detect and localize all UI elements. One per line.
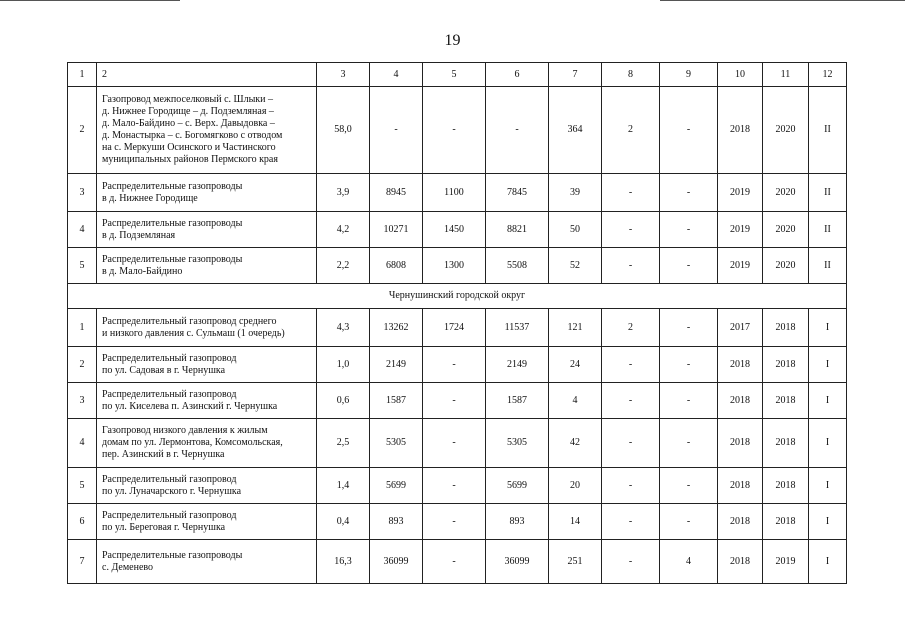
table-cell: - bbox=[602, 212, 660, 248]
table-cell: 2019 bbox=[718, 212, 763, 248]
table-cell: 2020 bbox=[763, 248, 809, 284]
table-cell: I bbox=[809, 419, 847, 468]
top-edge-line-left bbox=[0, 0, 180, 1]
table-cell: 58,0 bbox=[317, 87, 370, 174]
table-cell: 14 bbox=[549, 504, 602, 540]
table-cell: 2 bbox=[68, 87, 97, 174]
table-row bbox=[68, 174, 847, 212]
table-cell: 2018 bbox=[763, 468, 809, 504]
table-cell: 2018 bbox=[763, 504, 809, 540]
table-cell: 2020 bbox=[763, 87, 809, 174]
table-cell: 13262 bbox=[370, 309, 423, 347]
table-cell: 2018 bbox=[718, 347, 763, 383]
table-cell: 4 bbox=[68, 212, 97, 248]
object-name-cell: Газопровод межпоселковый с. Шлыки – д. Нижнее Городище – д. Подземляная – д. Мало-Байдино – с. Верх. Давыдовка – д. Монастырка – с. Богомягково с отводом на с. Меркуши Осинского и Частинского муниципальных районов Пермского края bbox=[97, 87, 317, 174]
header-row bbox=[68, 63, 847, 87]
table-cell: 1100 bbox=[423, 174, 486, 212]
table-cell: 2018 bbox=[718, 87, 763, 174]
table-cell: - bbox=[602, 383, 660, 419]
table-cell: - bbox=[660, 309, 718, 347]
object-name-cell: Распределительные газопроводы с. Деменево bbox=[97, 540, 317, 584]
object-name-cell: Распределительные газопроводы в д. Мало-Байдино bbox=[97, 248, 317, 284]
table-cell: - bbox=[370, 87, 423, 174]
table-cell: - bbox=[660, 212, 718, 248]
table-cell: 8821 bbox=[486, 212, 549, 248]
table-cell: - bbox=[423, 419, 486, 468]
object-name-cell: 2 bbox=[97, 63, 317, 87]
table-cell: 36099 bbox=[486, 540, 549, 584]
table-cell: 4 bbox=[370, 63, 423, 87]
table-cell: - bbox=[660, 174, 718, 212]
table-cell: 2 bbox=[602, 309, 660, 347]
table-cell: 2017 bbox=[718, 309, 763, 347]
table-cell: 2020 bbox=[763, 174, 809, 212]
table-cell: 36099 bbox=[370, 540, 423, 584]
object-name-cell: Распределительные газопроводы в д. Нижнее Городище bbox=[97, 174, 317, 212]
table-cell: 5 bbox=[68, 468, 97, 504]
table-cell: - bbox=[660, 419, 718, 468]
table-cell: 5508 bbox=[486, 248, 549, 284]
table-cell: 6 bbox=[68, 504, 97, 540]
table-cell: 2018 bbox=[718, 468, 763, 504]
table-cell: 0,4 bbox=[317, 504, 370, 540]
table-cell: 1450 bbox=[423, 212, 486, 248]
table-cell: 2018 bbox=[763, 347, 809, 383]
table-cell: 8 bbox=[602, 63, 660, 87]
table-cell: 2 bbox=[68, 347, 97, 383]
table-cell: 24 bbox=[549, 347, 602, 383]
top-edge-line-right bbox=[660, 0, 905, 1]
table-row bbox=[68, 212, 847, 248]
table-cell: - bbox=[423, 540, 486, 584]
table-cell: 2018 bbox=[718, 504, 763, 540]
table-cell: - bbox=[423, 347, 486, 383]
table-cell: - bbox=[660, 347, 718, 383]
table-row bbox=[68, 347, 847, 383]
table-cell: 4,2 bbox=[317, 212, 370, 248]
page-number: 19 bbox=[444, 32, 461, 49]
table-cell: - bbox=[602, 174, 660, 212]
object-name-cell: Распределительный газопровод по ул. Киселева п. Азинский г. Чернушка bbox=[97, 383, 317, 419]
table-cell: 39 bbox=[549, 174, 602, 212]
table-cell: 121 bbox=[549, 309, 602, 347]
table-cell: 10 bbox=[718, 63, 763, 87]
object-name-cell: Газопровод низкого давления к жилым домам по ул. Лермонтова, Комсомольская, пер. Азинский в г. Чернушка bbox=[97, 419, 317, 468]
table-cell: 1300 bbox=[423, 248, 486, 284]
object-name-cell: Распределительный газопровод по ул. Садовая в г. Чернушка bbox=[97, 347, 317, 383]
table-cell: - bbox=[602, 248, 660, 284]
table-cell: 893 bbox=[370, 504, 423, 540]
table-cell: - bbox=[660, 468, 718, 504]
table-cell: 12 bbox=[809, 63, 847, 87]
table-cell: 1587 bbox=[370, 383, 423, 419]
table-row bbox=[68, 504, 847, 540]
table-cell: 5699 bbox=[486, 468, 549, 504]
table-cell: 2019 bbox=[763, 540, 809, 584]
table-cell: 3 bbox=[68, 383, 97, 419]
table-cell: 4 bbox=[68, 419, 97, 468]
table-cell: I bbox=[809, 540, 847, 584]
object-name-cell: Распределительный газопровод по ул. Береговая г. Чернушка bbox=[97, 504, 317, 540]
table-cell: 8945 bbox=[370, 174, 423, 212]
object-name-cell: Распределительные газопроводы в д. Подземляная bbox=[97, 212, 317, 248]
table-body bbox=[68, 63, 847, 584]
table-row bbox=[68, 540, 847, 584]
table-cell: 4 bbox=[660, 540, 718, 584]
table-cell: 1587 bbox=[486, 383, 549, 419]
table-cell: I bbox=[809, 347, 847, 383]
table-cell: II bbox=[809, 174, 847, 212]
table-cell: 7 bbox=[68, 540, 97, 584]
table-cell: 42 bbox=[549, 419, 602, 468]
table-cell: I bbox=[809, 309, 847, 347]
table-cell: 251 bbox=[549, 540, 602, 584]
table-cell: I bbox=[809, 383, 847, 419]
table-cell: - bbox=[423, 383, 486, 419]
table-cell: 1,0 bbox=[317, 347, 370, 383]
table-cell: - bbox=[660, 383, 718, 419]
table-cell: 4 bbox=[549, 383, 602, 419]
table-cell: - bbox=[660, 248, 718, 284]
table-cell: - bbox=[602, 347, 660, 383]
table-cell: II bbox=[809, 248, 847, 284]
table-cell: 3 bbox=[317, 63, 370, 87]
object-name-cell: Распределительный газопровод среднего и низкого давления с. Сульмаш (1 очередь) bbox=[97, 309, 317, 347]
gas-pipeline-table bbox=[67, 62, 847, 584]
table-cell: 20 bbox=[549, 468, 602, 504]
table-cell: 5305 bbox=[486, 419, 549, 468]
table-cell: 3,9 bbox=[317, 174, 370, 212]
table-cell: 11 bbox=[763, 63, 809, 87]
table-cell: 52 bbox=[549, 248, 602, 284]
table-row bbox=[68, 419, 847, 468]
table-cell: 2018 bbox=[763, 419, 809, 468]
table-cell: 2018 bbox=[718, 540, 763, 584]
table-cell: 5699 bbox=[370, 468, 423, 504]
table-cell: - bbox=[602, 419, 660, 468]
table-cell: 2,2 bbox=[317, 248, 370, 284]
table-row bbox=[68, 248, 847, 284]
table-cell: 50 bbox=[549, 212, 602, 248]
table-cell: 1724 bbox=[423, 309, 486, 347]
table-cell: 2149 bbox=[486, 347, 549, 383]
table-cell: 2,5 bbox=[317, 419, 370, 468]
table-cell: I bbox=[809, 468, 847, 504]
table-cell: 7845 bbox=[486, 174, 549, 212]
table-cell: 3 bbox=[68, 174, 97, 212]
table-row bbox=[68, 383, 847, 419]
table-cell: II bbox=[809, 87, 847, 174]
table-cell: - bbox=[660, 504, 718, 540]
table-cell: 5305 bbox=[370, 419, 423, 468]
table-cell: 10271 bbox=[370, 212, 423, 248]
table-cell: - bbox=[660, 87, 718, 174]
table-cell: 2149 bbox=[370, 347, 423, 383]
table-cell: I bbox=[809, 504, 847, 540]
table-cell: 7 bbox=[549, 63, 602, 87]
table-cell: 6 bbox=[486, 63, 549, 87]
table-cell: 364 bbox=[549, 87, 602, 174]
table-cell: - bbox=[602, 504, 660, 540]
table-row bbox=[68, 468, 847, 504]
table-cell: - bbox=[602, 540, 660, 584]
table-cell: 1,4 bbox=[317, 468, 370, 504]
table-cell: 2018 bbox=[763, 309, 809, 347]
table-cell: - bbox=[423, 468, 486, 504]
table-cell: 2 bbox=[602, 87, 660, 174]
table-cell: 1 bbox=[68, 63, 97, 87]
table-row bbox=[68, 309, 847, 347]
section-title: Чернушинский городской округ bbox=[68, 284, 847, 309]
table-cell: 9 bbox=[660, 63, 718, 87]
table-cell: 5 bbox=[423, 63, 486, 87]
table-cell: 6808 bbox=[370, 248, 423, 284]
table-cell: 0,6 bbox=[317, 383, 370, 419]
table-cell: 2018 bbox=[718, 419, 763, 468]
table-row bbox=[68, 87, 847, 174]
table-cell: 2019 bbox=[718, 174, 763, 212]
table-cell: 2019 bbox=[718, 248, 763, 284]
table-cell: 5 bbox=[68, 248, 97, 284]
table-cell: 893 bbox=[486, 504, 549, 540]
table-cell: 2018 bbox=[718, 383, 763, 419]
table-cell: 11537 bbox=[486, 309, 549, 347]
table-cell: - bbox=[423, 87, 486, 174]
table-cell: - bbox=[486, 87, 549, 174]
table-cell: II bbox=[809, 212, 847, 248]
object-name-cell: Распределительный газопровод по ул. Луначарского г. Чернушка bbox=[97, 468, 317, 504]
table-cell: - bbox=[602, 468, 660, 504]
table-cell: 2018 bbox=[763, 383, 809, 419]
table-cell: 4,3 bbox=[317, 309, 370, 347]
table-cell: 1 bbox=[68, 309, 97, 347]
table-cell: - bbox=[423, 504, 486, 540]
section-row bbox=[68, 284, 847, 309]
table-cell: 2020 bbox=[763, 212, 809, 248]
table-cell: 16,3 bbox=[317, 540, 370, 584]
